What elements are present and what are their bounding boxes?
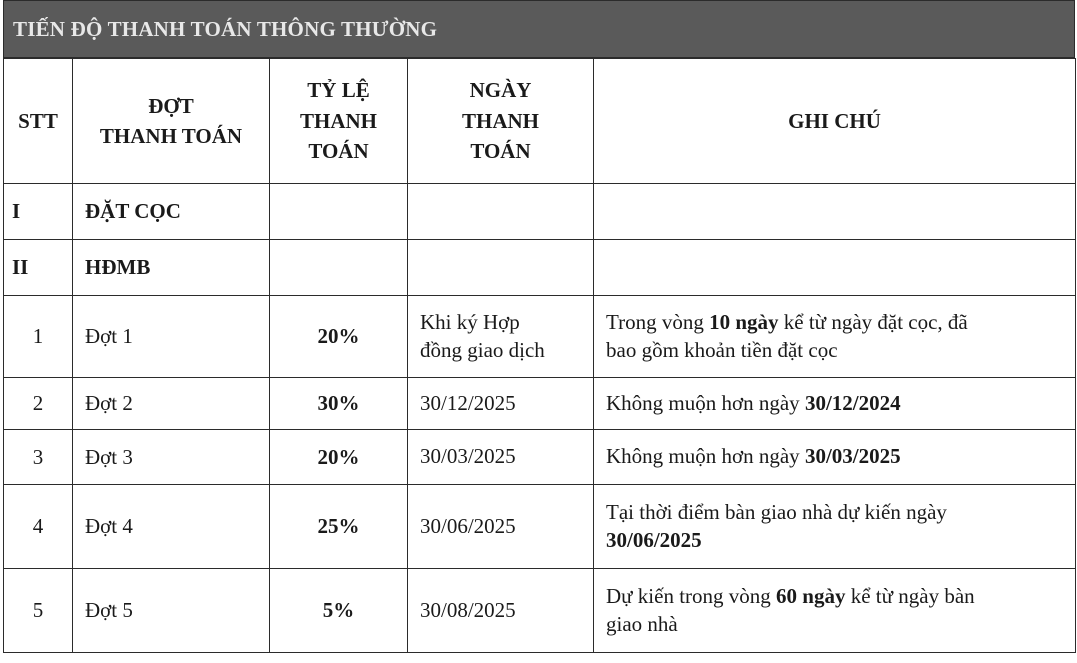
row-tyle: 5%: [270, 569, 408, 653]
table-title-text: TIẾN ĐỘ THANH TOÁN THÔNG THƯỜNG: [13, 16, 438, 41]
row-dot: Đợt 4: [73, 485, 270, 569]
row-ghichu: Dự kiến trong vòng 60 ngày kể từ ngày bàn giao nhà: [594, 569, 1076, 653]
row-stt: 1: [4, 296, 73, 378]
row-ngay: Khi ký Hợp đồng giao dịch: [408, 296, 594, 378]
header-row: [4, 59, 1076, 184]
row-tyle: 25%: [270, 485, 408, 569]
payment-table: [3, 58, 1076, 653]
row-ghichu: Không muộn hơn ngày 30/12/2024: [594, 378, 1076, 430]
header-stt: STT: [4, 59, 73, 184]
section-row-dat-coc: [4, 184, 1076, 240]
table-title: [3, 0, 1075, 58]
table-row: [4, 430, 1076, 485]
row-tyle: 20%: [270, 430, 408, 485]
header-ngay: NGÀY THANH TOÁN: [408, 59, 594, 184]
row-dot: Đợt 1: [73, 296, 270, 378]
empty-cell: [270, 184, 408, 240]
empty-cell: [270, 240, 408, 296]
row-dot: Đợt 3: [73, 430, 270, 485]
section-label: ĐẶT CỌC: [73, 184, 270, 240]
table-row: [4, 569, 1076, 653]
row-dot: Đợt 2: [73, 378, 270, 430]
table-row: [4, 378, 1076, 430]
row-tyle: 30%: [270, 378, 408, 430]
empty-cell: [594, 184, 1076, 240]
row-ngay: 30/08/2025: [408, 569, 594, 653]
empty-cell: [594, 240, 1076, 296]
header-dot: ĐỢT THANH TOÁN: [73, 59, 270, 184]
empty-cell: [408, 240, 594, 296]
table-row: [4, 485, 1076, 569]
row-ghichu: Không muộn hơn ngày 30/03/2025: [594, 430, 1076, 485]
row-stt: 3: [4, 430, 73, 485]
section-stt: I: [4, 184, 73, 240]
empty-cell: [408, 184, 594, 240]
row-tyle: 20%: [270, 296, 408, 378]
header-ghichu: GHI CHÚ: [594, 59, 1076, 184]
row-dot: Đợt 5: [73, 569, 270, 653]
section-label: HĐMB: [73, 240, 270, 296]
row-stt: 2: [4, 378, 73, 430]
row-ngay: 30/12/2025: [408, 378, 594, 430]
header-tyle: TỶ LỆ THANH TOÁN: [270, 59, 408, 184]
row-ghichu: Tại thời điểm bàn giao nhà dự kiến ngày 30/06/2025: [594, 485, 1076, 569]
table-row: [4, 296, 1076, 378]
row-ngay: 30/03/2025: [408, 430, 594, 485]
section-stt: II: [4, 240, 73, 296]
row-stt: 5: [4, 569, 73, 653]
row-stt: 4: [4, 485, 73, 569]
row-ghichu: Trong vòng 10 ngày kể từ ngày đặt cọc, đã bao gồm khoản tiền đặt cọc: [594, 296, 1076, 378]
section-row-hdmb: [4, 240, 1076, 296]
row-ngay: 30/06/2025: [408, 485, 594, 569]
